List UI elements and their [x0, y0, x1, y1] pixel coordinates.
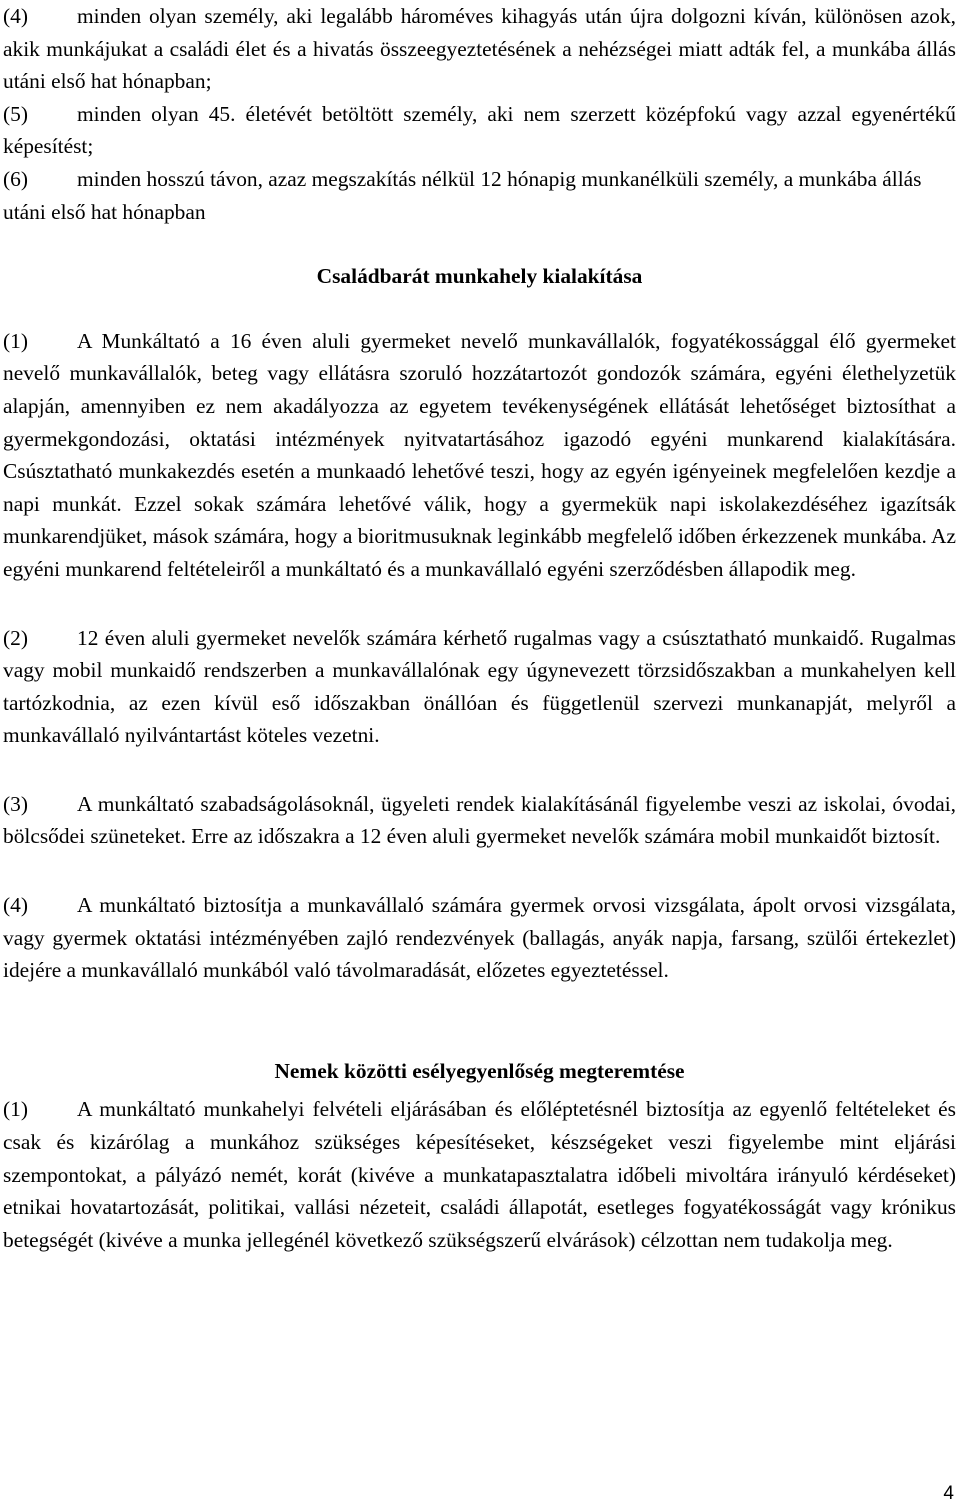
document-page: [3, 0, 956, 1256]
paragraph-number: (1): [3, 328, 28, 353]
spacer: [3, 987, 956, 1055]
list-item-4: [3, 0, 956, 98]
list-item-number: (5): [3, 101, 28, 126]
paragraph-text: A Munkáltató a 16 éven aluli gyermeket nevelő munkavállalók, fogyatékossággal élő gyermeket nevelő munkavállalók, beteg vagy ellátásra szoruló hozzátartozót gondozók számára, egyéni élethelyzetük alapján, amennyiben ez nem akadályozza az egyetem tevékenységének ellátását lehetőséget biztosíthat a gyermekgondozási, oktatási intézmények nyitvatartásához igazodó egyéni munkarend kialakítására. Csúsztatható munkakezdés esetén a munkaadó lehetővé teszi, hogy az egyén igényeinek megfelelően kezdje a napi munkát. Ezzel sokak számára lehetővé válik, hogy a gyermekük napi iskolakezdéséhez igazítsák munkarendjüket, mások számára, hogy a bioritmusuknak leginkább megfelelő időben érkezzenek munkába. Az egyéni munkarend feltételeiről a munkáltató és a munkavállaló egyéni szerződésben állapodik meg.: [3, 328, 956, 581]
paragraph-text: A munkáltató szabadságolásoknál, ügyeleti rendek kialakításánál figyelembe veszi az iskolai, óvodai, bölcsődei szüneteket. Erre az időszakra a 12 éven aluli gyermeket nevelők számára mobil munkaidőt biztosít.: [3, 791, 956, 849]
section2-paragraph-1: [3, 1093, 956, 1256]
section1-paragraph-3: [3, 788, 956, 853]
paragraph-number: (2): [3, 625, 28, 650]
list-item-6: [3, 163, 956, 228]
page-number: 4: [943, 1483, 954, 1504]
list-item-number: (6): [3, 166, 28, 191]
paragraph-number: (3): [3, 791, 28, 816]
paragraph-text: 12 éven aluli gyermeket nevelők számára kérhető rugalmas vagy a csúsztatható munkaidő. Rugalmas vagy mobil munkaidő rendszerben a munkavállalónak egy úgynevezett törzsidőszakban a munkahelyen kell tartózkodnia, az ezen kívül eső időszakban önállóan és függetlenül szervezi munkanapját, melyről a munkavállaló nyilvántartást köteles vezetni.: [3, 625, 956, 748]
section1-paragraph-4: [3, 889, 956, 987]
spacer: [3, 752, 956, 788]
spacer: [3, 853, 956, 889]
list-item-text: minden olyan 45. életévét betöltött személy, aki nem szerzett középfokú vagy azzal egyenértékű képesítést;: [3, 101, 956, 159]
spacer: [3, 586, 956, 622]
paragraph-text: A munkáltató munkahelyi felvételi eljárásában és előléptetésnél biztosítja az egyenlő feltételeket és csak és kizárólag a munkához szükséges képesítéseket, készségeket veszi figyelembe mint eljárási szempontokat, a pályázó nemét, korát (kivéve a munkatapasztalatra időbeli mivoltára irányuló kérdéseket) etnikai hovatartozását, politikai, vallási nézeteit, családi állapotát, esetleges fogyatékosságát vagy krónikus betegségét (kivéve a munka jellegénél következő szükségszerű elvárások) célzottan nem tudakolja meg.: [3, 1097, 956, 1252]
paragraph-number: (1): [3, 1097, 28, 1122]
section1-paragraph-2: [3, 622, 956, 752]
list-item-text: minden olyan személy, aki legalább hároméves kihagyás után újra dolgozni kíván, különösen azok, akik munkájukat a családi élet és a hivatás összeegyeztetésének a nehézségei miatt adták fel, a munkába állás utáni első hat hónapban;: [3, 4, 956, 94]
list-item-5: [3, 98, 956, 163]
section1-paragraph-1: [3, 325, 956, 586]
list-item-number: (4): [3, 4, 28, 28]
section-heading-family-friendly: Családbarát munkahely kialakítása: [316, 264, 643, 289]
paragraph-text: A munkáltató biztosítja a munkavállaló számára gyermek orvosi vizsgálata, ápolt orvosi vizsgálata, vagy gyermek oktatási intézményében zajló rendezvények (ballagás, anyák napja, farsang, szülői értekezlet) idejére a munkavállaló munkából való távolmaradását, előzetes egyeztetéssel.: [3, 893, 956, 983]
list-item-text: minden hosszú távon, azaz megszakítás nélkül 12 hónapig munkanélküli személy, a munkába állás utáni első hat hónapban: [3, 166, 922, 224]
spacer: [3, 228, 956, 260]
section-heading-gender-equality: Nemek közötti esélyegyenlőség megteremtése: [274, 1058, 685, 1083]
spacer: [3, 293, 956, 325]
paragraph-number: (4): [3, 893, 28, 918]
